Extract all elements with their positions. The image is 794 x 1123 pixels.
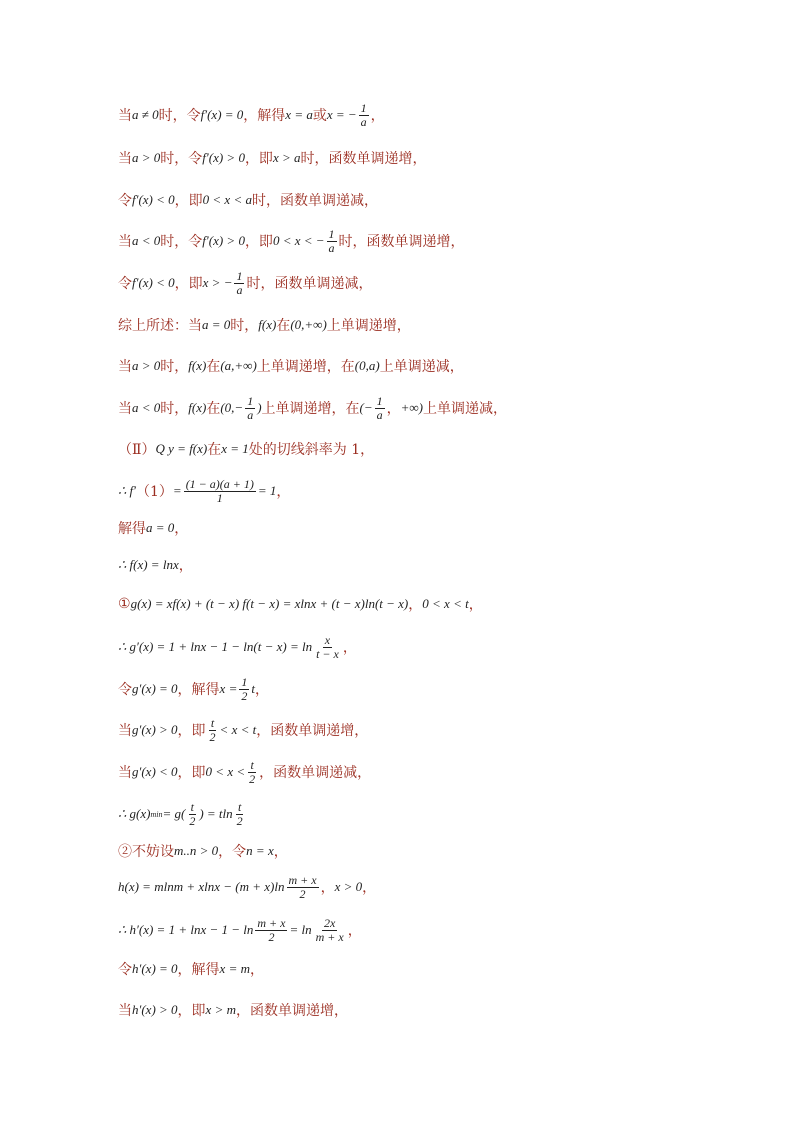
math-expression: 0 < x < t <box>422 596 469 611</box>
math-expression: = ln <box>289 922 312 937</box>
math-expression: = g( <box>162 806 186 821</box>
text-run: 时，令 <box>160 151 203 167</box>
fraction-numerator: (1 − a)(a + 1) <box>185 476 254 491</box>
fraction-denominator: a <box>328 240 335 255</box>
text-run: 时，令 <box>158 108 201 124</box>
math-expression: x > a <box>272 150 301 165</box>
math-expression: a > 0 <box>132 150 161 165</box>
fraction <box>314 917 346 944</box>
text-run: ， <box>468 597 483 613</box>
text-run: 处的切线斜率为 1， <box>248 442 375 458</box>
text-run: 时，令 <box>160 234 203 250</box>
text-run: 在 <box>206 401 221 417</box>
text-run: 上单调递增，在 <box>261 401 360 417</box>
fraction <box>235 801 245 828</box>
fraction <box>239 676 249 703</box>
fraction-numerator: t <box>190 799 194 814</box>
text-run: 解得 <box>118 521 146 537</box>
fraction-numerator: 1 <box>360 100 367 115</box>
text-run: ， <box>249 962 264 978</box>
text-run: 当 <box>118 234 132 250</box>
text-run: ，函数单调递增， <box>235 1003 348 1019</box>
fraction <box>255 917 287 944</box>
math-expression: x > m <box>205 1002 236 1017</box>
solution-line <box>118 226 465 256</box>
math-expression: f(x) <box>258 317 277 332</box>
solution-line <box>118 954 264 984</box>
text-run: ，即 <box>174 276 203 292</box>
text-run: ②不妨设 <box>118 844 174 860</box>
text-run: （Ⅱ） <box>118 442 156 458</box>
math-expression: h′(x) > 0 <box>132 1002 178 1017</box>
fraction-denominator: 1 <box>216 490 223 505</box>
text-run: ，即 <box>177 1003 206 1019</box>
text-run: ，解得 <box>177 962 220 978</box>
math-expression: x = − <box>326 107 357 122</box>
subscript: min <box>150 809 163 819</box>
solution-line <box>118 434 374 464</box>
text-run: 上单调递增， <box>326 318 411 334</box>
text-run: 时，函数单调递减， <box>246 276 373 292</box>
text-run: ， <box>178 558 193 574</box>
fraction-denominator: a <box>376 407 383 422</box>
fraction <box>287 874 319 901</box>
fraction-denominator: 2 <box>299 886 306 901</box>
math-expression: (a,+∞) <box>220 358 257 373</box>
math-expression: f(x) <box>188 358 207 373</box>
fraction <box>245 395 255 422</box>
math-expression: (− <box>359 400 373 415</box>
text-run: 上单调递减， <box>379 359 464 375</box>
math-expression: m..n > 0 <box>174 843 219 858</box>
text-run: ，即 <box>174 193 203 209</box>
text-run: 时，函数单调递增， <box>300 151 427 167</box>
text-run: 在 <box>206 359 221 375</box>
math-expression: ∴ g′(x) = 1 + lnx − 1 − ln(t − x) = ln <box>118 639 313 654</box>
text-run: ， <box>362 880 377 896</box>
solution-line <box>118 476 290 506</box>
text-run: 在 <box>276 318 291 334</box>
fraction-numerator: 1 <box>376 393 383 408</box>
math-expression: f′(x) < 0 <box>132 275 175 290</box>
fraction-denominator: 2 <box>241 688 248 703</box>
math-expression: t <box>251 681 255 696</box>
text-run: 时，函数单调递减， <box>251 193 378 209</box>
fraction-numerator: t <box>250 757 254 772</box>
math-expression: f′(x) > 0 <box>202 233 245 248</box>
math-expression: x = 1 <box>221 441 249 456</box>
fraction-denominator: t − x <box>316 646 339 661</box>
text-run: ，解得 <box>177 682 220 698</box>
solution-line <box>118 185 378 215</box>
fraction-denominator: a <box>360 114 367 129</box>
solution-line <box>118 715 368 745</box>
text-run: 当 <box>118 108 132 124</box>
solution-line <box>118 393 507 423</box>
math-expression: ) = tln <box>199 806 233 821</box>
math-expression: 0 < x < a <box>202 192 252 207</box>
text-run: ， <box>276 484 291 500</box>
math-expression: = <box>172 483 182 498</box>
solution-line <box>118 757 371 787</box>
fraction <box>247 759 257 786</box>
math-expression: (0,+∞) <box>290 317 327 332</box>
fraction <box>359 102 369 129</box>
fraction-denominator: 2 <box>189 813 196 828</box>
text-run: 或 <box>312 108 327 124</box>
math-expression: f′(x) > 0 <box>202 150 245 165</box>
text-run: ， <box>408 597 423 613</box>
fraction-denominator: 2 <box>236 813 243 828</box>
solution-line <box>118 513 188 543</box>
fraction-denominator: 2 <box>209 729 216 744</box>
fraction <box>327 228 337 255</box>
text-run: 当 <box>118 359 132 375</box>
math-expression: g(x) = xf(x) + (t − x) f(t − x) = xlnx + (t − x)ln(t − x) <box>130 596 409 611</box>
math-expression: a > 0 <box>132 358 161 373</box>
text-run: 当 <box>118 723 132 739</box>
solution-line <box>118 268 372 298</box>
text-run: 令 <box>118 682 132 698</box>
text-run: 上单调递增，在 <box>256 359 355 375</box>
text-run: 上单调递减， <box>423 401 508 417</box>
text-run: 令 <box>118 962 132 978</box>
math-expression: = 1 <box>257 483 277 498</box>
math-expression: x > 0 <box>334 879 363 894</box>
fraction <box>208 717 218 744</box>
fraction-denominator: a <box>236 282 243 297</box>
math-expression: f(x) <box>188 400 207 415</box>
math-expression: x > − <box>202 275 233 290</box>
fraction <box>234 270 244 297</box>
fraction-numerator: m + x <box>257 915 286 930</box>
fraction-numerator: 2x <box>324 915 336 930</box>
math-expression: g′(x) < 0 <box>132 764 178 779</box>
math-expression: x = a <box>285 107 313 122</box>
text-run: ① <box>118 596 131 612</box>
solution-line <box>118 589 483 619</box>
fraction-numerator: 1 <box>247 393 254 408</box>
math-expression: (0,a) <box>354 358 380 373</box>
fraction-denominator: m + x <box>315 929 344 944</box>
text-run: ， <box>386 401 401 417</box>
text-run: ，即 <box>244 151 273 167</box>
math-expression: x = <box>219 681 238 696</box>
math-expression: a < 0 <box>132 400 161 415</box>
text-run: ，即 <box>244 234 273 250</box>
math-expression: 0 < x < − <box>272 233 325 248</box>
fraction-denominator: a <box>247 407 254 422</box>
text-run: ， <box>174 521 189 537</box>
math-expression: < x < t <box>219 722 257 737</box>
text-run: ， <box>370 108 385 124</box>
text-run: ， <box>254 682 269 698</box>
math-expression: g′(x) > 0 <box>132 722 178 737</box>
math-expression: a < 0 <box>132 233 161 248</box>
solution-line <box>118 351 464 381</box>
math-expression: f′(x) < 0 <box>132 192 175 207</box>
text-run: 令 <box>118 276 132 292</box>
fraction-numerator: 1 <box>236 268 243 283</box>
text-run: 令 <box>118 193 132 209</box>
text-run: ，解得 <box>243 108 286 124</box>
fraction-numerator: 1 <box>241 674 248 689</box>
text-run: 时，函数单调递增， <box>338 234 465 250</box>
text-run: 当 <box>118 1003 132 1019</box>
solution-line <box>118 915 362 945</box>
text-run: 综上所述：当 <box>118 318 202 334</box>
solution-line <box>118 872 376 902</box>
solution-line <box>118 143 426 173</box>
solution-line <box>118 632 357 662</box>
fraction-numerator: 1 <box>328 226 335 241</box>
fraction-denominator: 2 <box>249 771 256 786</box>
text-run: 当 <box>118 401 132 417</box>
text-run: 在 <box>207 442 222 458</box>
text-run: ， <box>342 640 357 656</box>
math-expression: a ≠ 0 <box>132 107 159 122</box>
text-run: （1） <box>135 484 173 500</box>
text-run: ， <box>273 844 288 860</box>
solution-line <box>118 550 193 580</box>
text-run: ， <box>347 923 362 939</box>
fraction-numerator: m + x <box>288 872 317 887</box>
solution-line <box>118 836 288 866</box>
math-expression: x = m <box>219 961 250 976</box>
text-run: ，函数单调递增， <box>256 723 369 739</box>
math-expression: ) <box>257 400 262 415</box>
fraction <box>314 634 341 661</box>
math-expression: f′(x) = 0 <box>200 107 244 122</box>
fraction <box>184 478 256 505</box>
text-run: 时， <box>230 318 259 334</box>
math-expression: ∴ h′(x) = 1 + lnx − 1 − ln <box>118 922 254 937</box>
text-run: ，即 <box>177 765 206 781</box>
text-run: 当 <box>118 151 132 167</box>
solution-line <box>118 995 348 1025</box>
solution-line <box>118 674 269 704</box>
text-run: 时， <box>160 401 189 417</box>
solution-line <box>118 310 411 340</box>
fraction-numerator: t <box>210 715 215 730</box>
fraction <box>375 395 385 422</box>
math-expression: h′(x) = 0 <box>132 961 178 976</box>
solution-line <box>118 100 385 130</box>
math-expression: ∴ g(x) <box>118 806 151 821</box>
math-expression: h(x) = mlnm + xlnx − (m + x)ln <box>118 879 285 894</box>
fraction-numerator: x <box>324 632 331 647</box>
math-expression: ∴ f′ <box>118 483 136 498</box>
fraction <box>187 801 197 828</box>
solution-line <box>118 799 247 829</box>
math-expression: n = x <box>246 843 274 858</box>
text-run: 时， <box>160 359 189 375</box>
math-expression: g′(x) = 0 <box>132 681 178 696</box>
text-run: ， <box>320 880 335 896</box>
fraction-denominator: 2 <box>268 929 275 944</box>
math-expression: a = 0 <box>202 317 231 332</box>
text-run: 当 <box>118 765 132 781</box>
math-expression: 0 < x < <box>205 764 246 779</box>
fraction-numerator: t <box>237 799 242 814</box>
math-expression: Q y = f(x) <box>155 441 208 456</box>
math-expression: +∞) <box>400 400 424 415</box>
text-run: ，即 <box>177 723 206 739</box>
text-run: ，令 <box>218 844 247 860</box>
math-expression: (0,− <box>220 400 244 415</box>
math-expression: a = 0 <box>146 520 175 535</box>
math-expression: ∴ f(x) = lnx <box>118 557 179 572</box>
text-run: ，函数单调递减， <box>259 765 372 781</box>
